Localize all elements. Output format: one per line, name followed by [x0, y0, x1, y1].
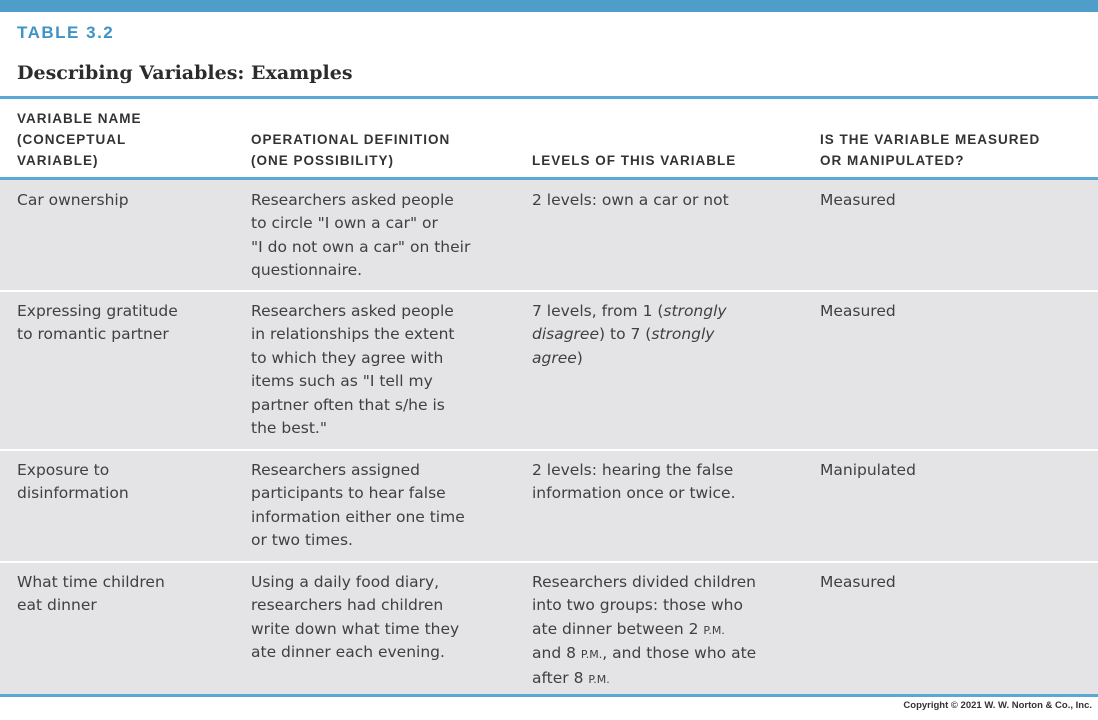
table-row-4-name: What time children eat dinner — [17, 573, 165, 615]
table-row-4-definition: Using a daily food diary, researchers had children write down what time they ate dinner each evening. — [251, 573, 460, 662]
table-row-3-definition: Researchers assigned participants to hear false information either one time or two times. — [251, 461, 465, 550]
table-title: Describing Variables: Examples — [17, 62, 353, 84]
table-row-3-type: Manipulated — [820, 461, 916, 479]
header-variable-name: VARIABLE NAME (CONCEPTUAL VARIABLE) — [17, 111, 142, 168]
table-row-2-name: Expressing gratitude to romantic partner — [17, 302, 178, 344]
table-row-3-name: Exposure to disinformation — [17, 461, 129, 503]
header-measured-or-manipulated: IS THE VARIABLE MEASURED OR MANIPULATED? — [820, 132, 1041, 168]
header-operational-definition: OPERATIONAL DEFINITION (ONE POSSIBILITY) — [251, 132, 451, 168]
row-separator — [0, 561, 1098, 563]
row-separator — [0, 449, 1098, 451]
row-separator — [0, 290, 1098, 292]
table-row-1-definition: Researchers asked people to circle "I own a car" or "I do not own a car" on their questionnaire. — [251, 191, 471, 280]
top-accent-bar — [0, 0, 1098, 12]
title-rule — [0, 96, 1098, 99]
header-levels: LEVELS OF THIS VARIABLE — [532, 153, 737, 168]
table-row-3-levels: 2 levels: hearing the false information once or twice. — [532, 461, 736, 503]
table-row-4-levels: Researchers divided children into two groups: those who ate dinner between 2 P.M. and 8 P.M., and those who ate after 8 P.M. — [532, 573, 757, 687]
table-row-1-levels: 2 levels: own a car or not — [532, 191, 729, 209]
table-row-1-type: Measured — [820, 191, 896, 209]
table-label: TABLE 3.2 — [17, 23, 115, 42]
table-row-2-levels: 7 levels, from 1 (strongly disagree) to 7 (strongly agree) — [532, 302, 727, 367]
bottom-rule — [0, 694, 1098, 697]
table-row-2-definition: Researchers asked people in relationships the extent to which they agree with items such as "I tell my partner often that s/he is the best." — [251, 302, 455, 438]
table-row-4-type: Measured — [820, 573, 896, 591]
table-row-1-name: Car ownership — [17, 191, 129, 209]
copyright-notice: Copyright © 2021 W. W. Norton & Co., Inc. — [903, 700, 1092, 711]
table-row-2-type: Measured — [820, 302, 896, 320]
